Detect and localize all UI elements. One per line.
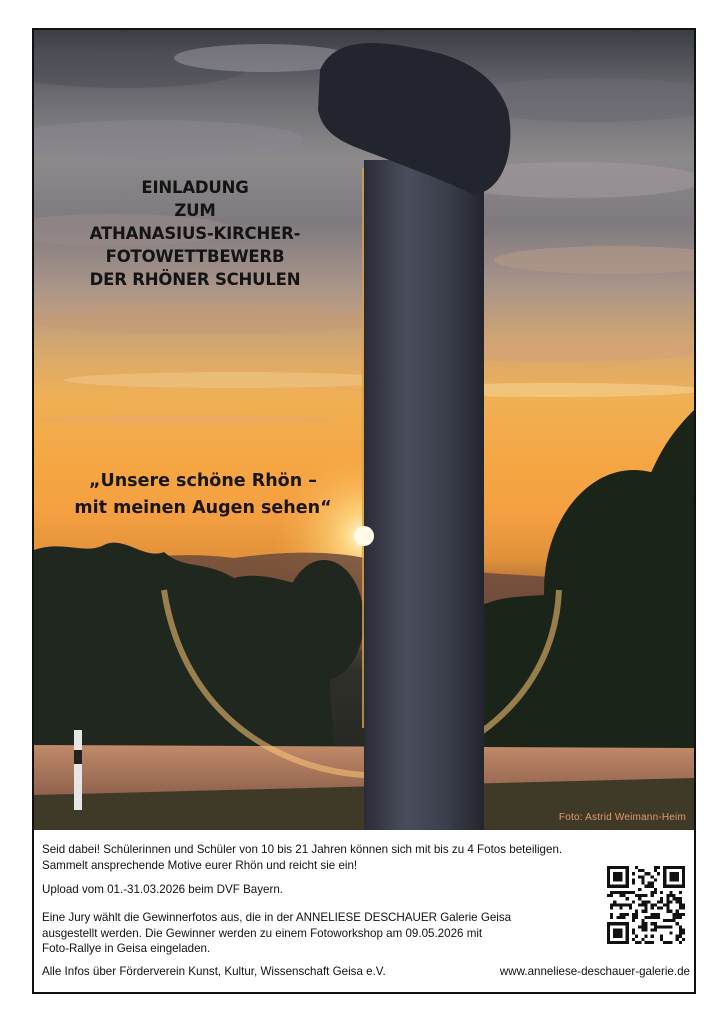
headline-line: ATHANASIUS-KIRCHER- (89, 224, 301, 243)
photo-credit: Foto: Astrid Weimann-Heim (558, 812, 686, 823)
association-text: Alle Infos über Förderverein Kunst, Kultur, Wissenschaft Geisa e.V. (42, 965, 386, 978)
jury-paragraph (42, 910, 602, 957)
headline-line: DER RHÖNER SCHULEN (89, 270, 301, 289)
stone-pillar (364, 160, 484, 830)
photo-scene (34, 30, 694, 830)
poster-frame (32, 28, 696, 994)
column-sunset-photo (34, 30, 694, 830)
info-text: Upload vom 01.-31.03.2026 beim DVF Bayern. (42, 883, 284, 896)
headline-line: FOTOWETTBEWERB (105, 247, 285, 266)
upload-paragraph (42, 882, 602, 898)
invitation-headline (54, 176, 336, 291)
road-post (74, 730, 82, 810)
headline-line: EINLADUNG (141, 178, 249, 197)
participation-paragraph (42, 842, 682, 873)
info-text: Foto-Rallye in Geisa eingeladen. (42, 942, 211, 956)
qr-code-icon[interactable] (607, 866, 685, 944)
trees-left (34, 543, 364, 750)
contest-motto (52, 468, 354, 522)
website-link[interactable]: www.anneliese-deschauer-galerie.de (499, 965, 690, 978)
sun (354, 526, 374, 546)
info-text: ausgestellt werden. Die Gewinner werden zu einem Fotoworkshop am 09.05.2026 mit (42, 926, 483, 940)
motto-line: mit meinen Augen sehen“ (74, 498, 332, 518)
motto-line: „Unsere schöne Rhön – (89, 471, 317, 491)
info-text: Eine Jury wählt die Gewinnerfotos aus, die in der ANNELIESE DESCHAUER Galerie Geisa (42, 911, 512, 924)
info-text: Sammelt ansprechende Motive eurer Rhön und reicht sie ein! (42, 858, 358, 872)
info-text: Seid dabei! Schülerinnen und Schüler von 10 bis 21 Jahren können sich mit bis zu 4 Fotos beteiligen. (42, 843, 563, 856)
headline-line: ZUM (174, 201, 216, 220)
footer-line (42, 965, 690, 978)
